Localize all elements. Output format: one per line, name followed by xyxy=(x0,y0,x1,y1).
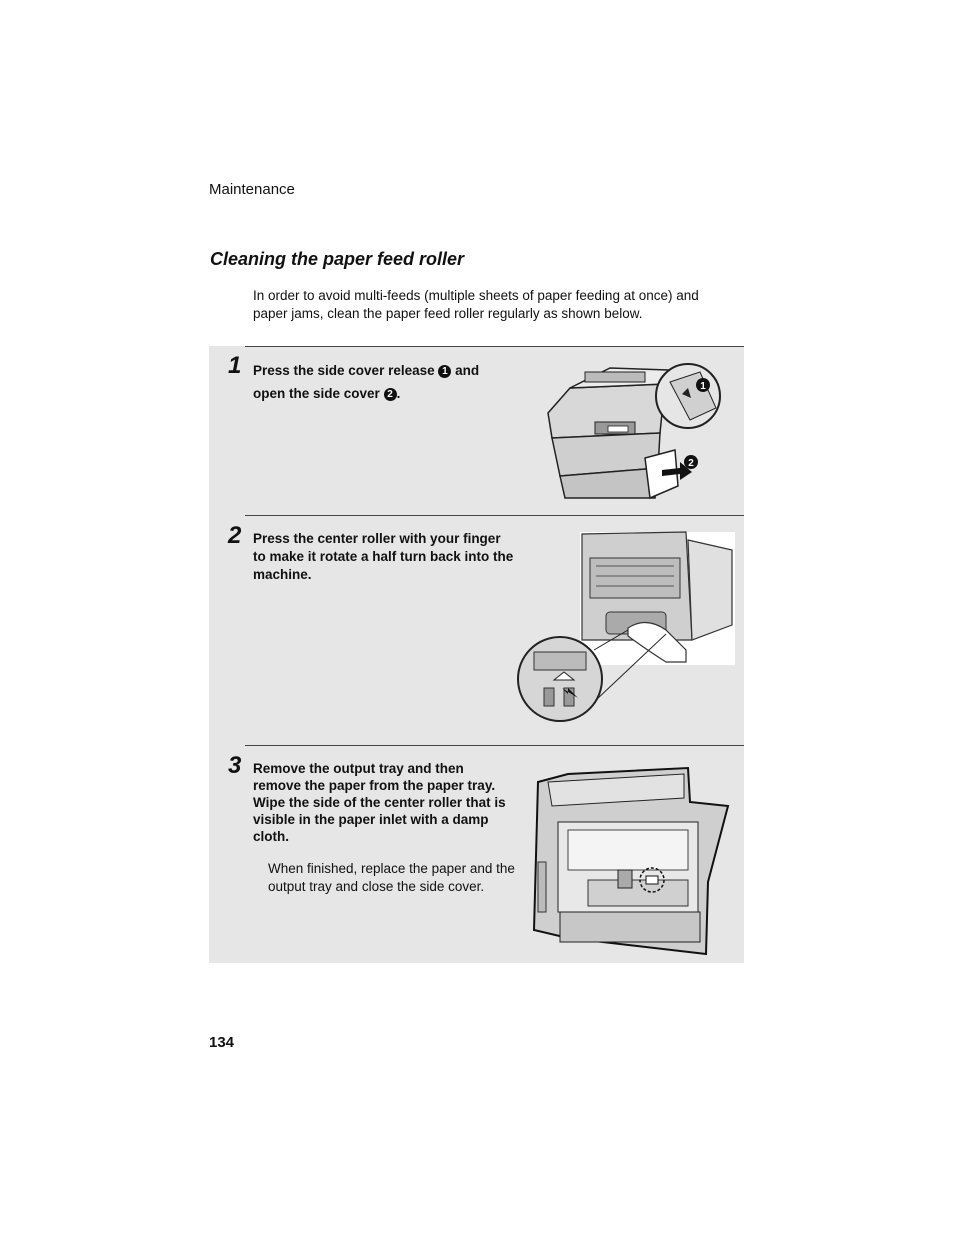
page-title: Cleaning the paper feed roller xyxy=(210,249,465,269)
step-1-text-part: Press the side cover release xyxy=(253,363,435,378)
step-2-text: Press the center roller with your finger to make it rotate a half turn back into the machine. xyxy=(253,531,514,582)
step-3-note: When finished, replace the paper and the output tray and close the side cover. xyxy=(268,861,515,894)
marker-1-icon: 1 xyxy=(438,365,451,378)
divider xyxy=(245,515,744,516)
callout-2: 2 xyxy=(688,458,694,469)
divider xyxy=(245,346,744,347)
side-cover-illustration xyxy=(540,358,740,506)
step-1-text-part: open the side cover xyxy=(253,386,380,401)
step-1-text xyxy=(253,359,513,405)
step-1-text-part: . xyxy=(396,386,401,401)
step-1-text-part: and xyxy=(455,363,480,378)
step-2-number: 2 xyxy=(228,522,242,549)
intro-paragraph: In order to avoid multi-feeds (multiple sheets of paper feeding at once) and paper jams, clean the paper feed roller regularly as shown below. xyxy=(253,288,699,321)
page-number: 134 xyxy=(209,1034,235,1051)
section-label: Maintenance xyxy=(209,181,295,198)
callout-1: 1 xyxy=(700,381,706,392)
step-3-number: 3 xyxy=(228,752,242,779)
step-3-text: Remove the output tray and then remove the paper from the paper tray. Wipe the side of the center roller that is visible in the paper inlet with a damp cloth. xyxy=(253,761,506,844)
paper-inlet-illustration xyxy=(528,762,734,956)
marker-2-icon: 2 xyxy=(384,388,397,401)
center-roller-illustration xyxy=(516,530,738,725)
step-1-number: 1 xyxy=(228,352,242,379)
divider xyxy=(245,745,744,746)
